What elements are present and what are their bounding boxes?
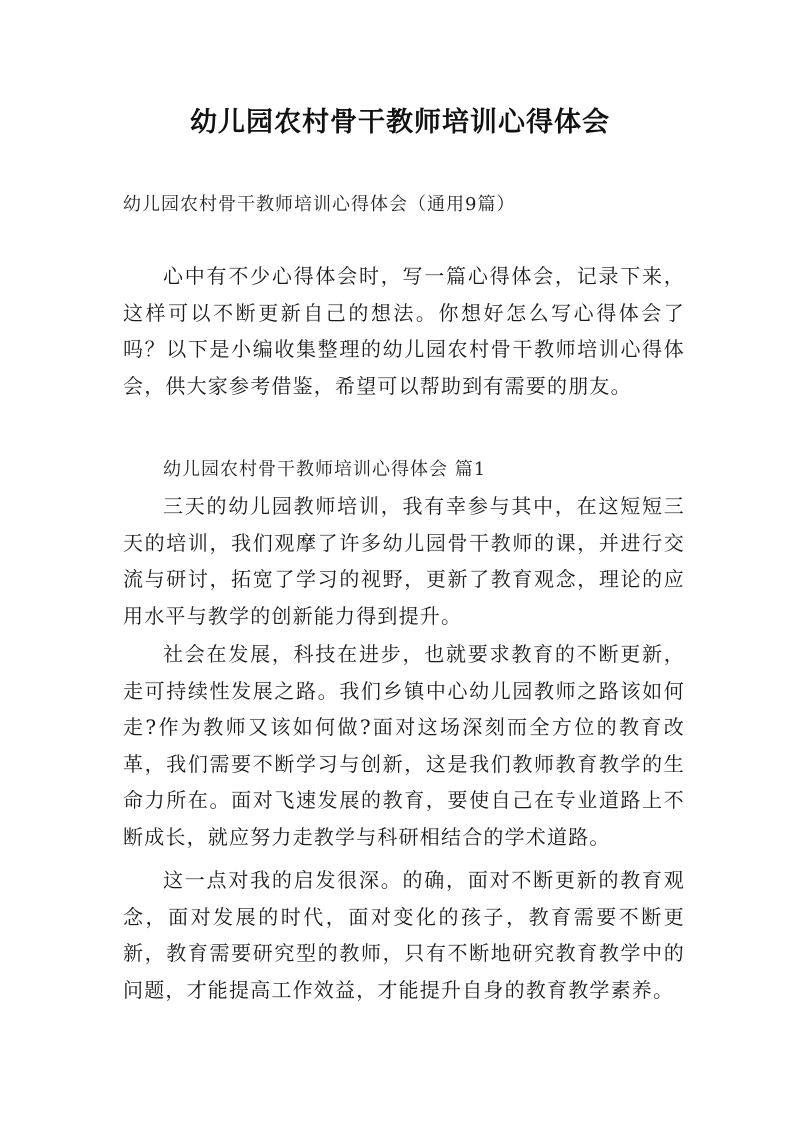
body-paragraph-2: 社会在发展，科技在进步，也就要求教育的不断更新，走可持续性发展之路。我们乡镇中心幼儿园教师之路该如何走?作为教师又该如何做?面对这场深刻而全方位的教育改革，我们需要不断学习与创新，这是我们教师教育教学的生命力所在。面对飞速发展的教育，要使自己在专业道路上不断成长，就应努力走教学与科研相结合的学术道路。 (123, 642, 685, 849)
body-paragraph-1: 三天的幼儿园教师培训，我有幸参与其中，在这短短三天的培训，我们观摩了许多幼儿园骨干教师的课，并进行交流与研讨，拓宽了学习的视野，更新了教育观念，理论的应用水平与教学的创新能力得到提升。 (123, 494, 685, 628)
intro-paragraph: 心中有不少心得体会时，写一篇心得体会，记录下来，这样可以不断更新自己的想法。你想好怎么写心得体会了吗？以下是小编收集整理的幼儿园农村骨干教师培训心得体会，供大家参考借鉴，希望可以帮助到有需要的朋友。 (123, 264, 685, 398)
section-heading: 幼儿园农村骨干教师培训心得体会 篇1 (163, 459, 487, 480)
document-subtitle: 幼儿园农村骨干教师培训心得体会（通用9篇） (123, 194, 516, 215)
body-paragraph-3: 这一点对我的启发很深。的确，面对不断更新的教育观念，面对发展的时代，面对变化的孩子，教育需要不断更新，教育需要研究型的教师，只有不断地研究教育教学中的问题，才能提高工作效益，才能提升自身的教育教学素养。 (123, 868, 685, 1002)
document-title: 幼儿园农村骨干教师培训心得体会 (190, 107, 610, 138)
